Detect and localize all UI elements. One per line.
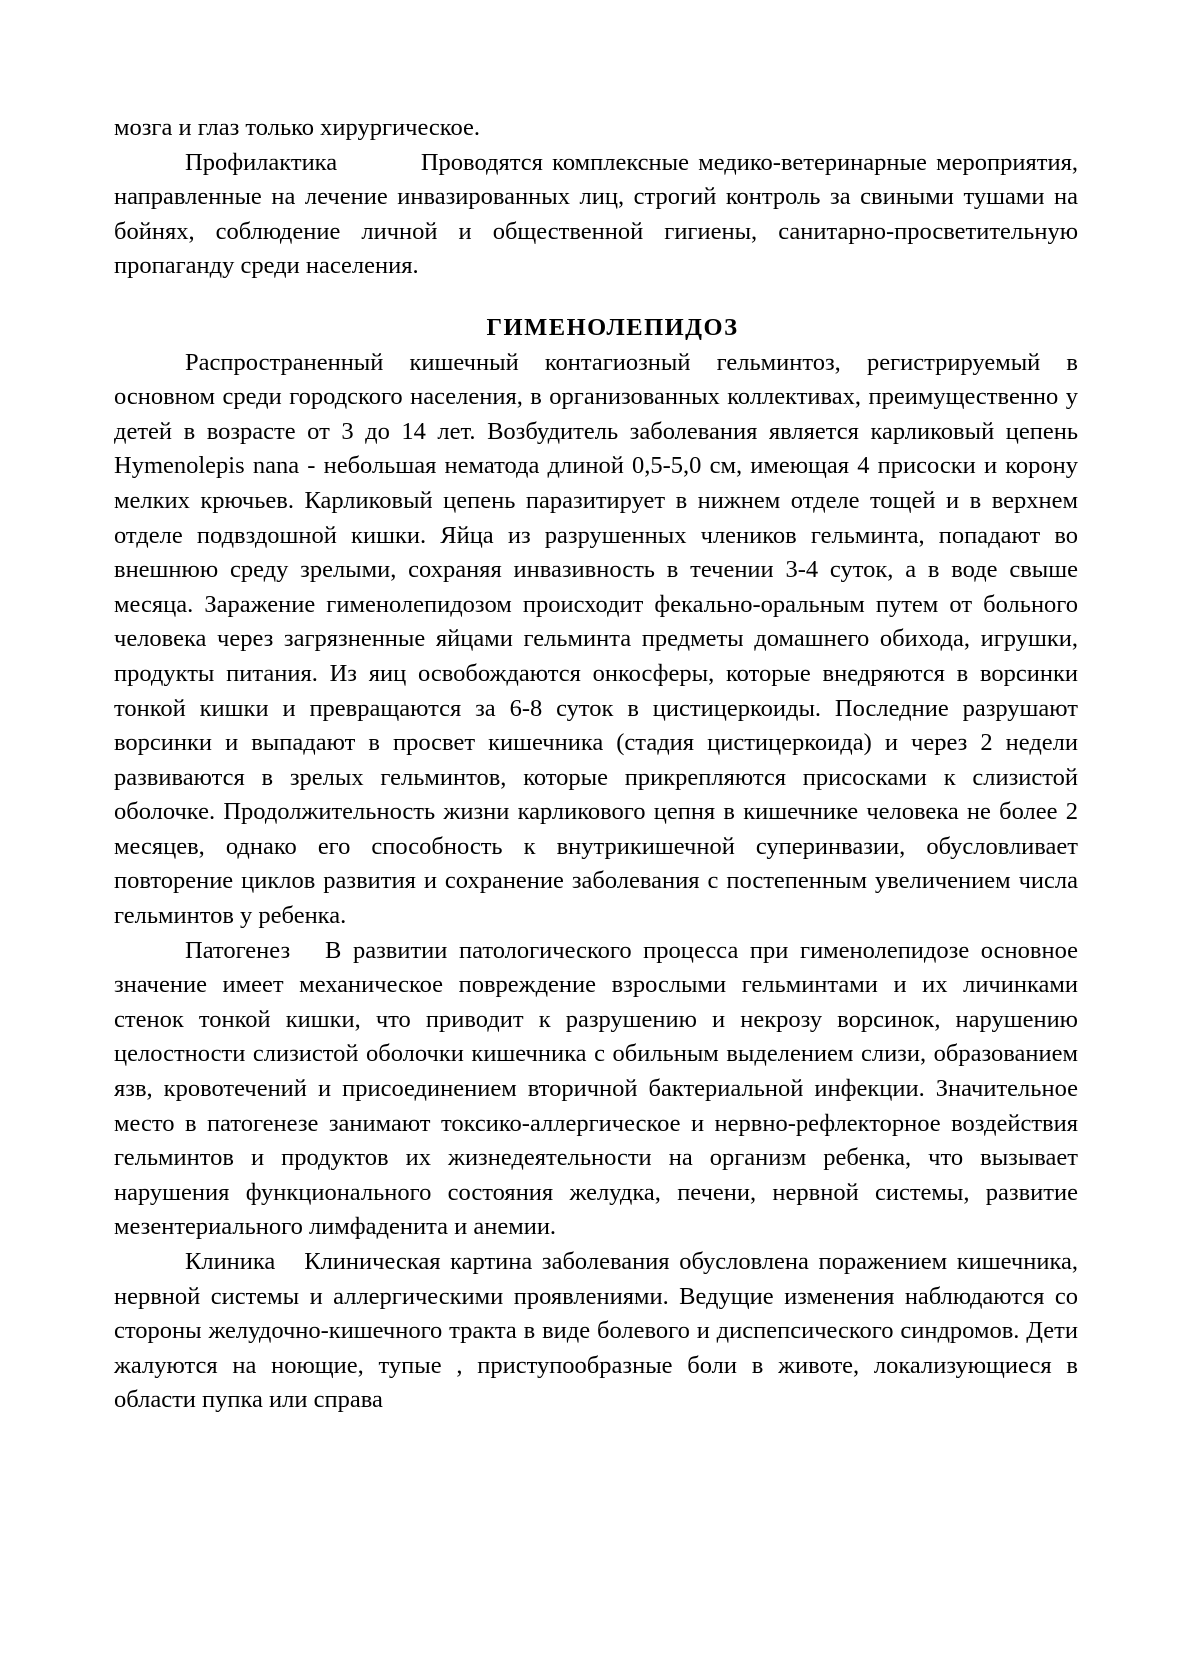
pathogenesis-paragraph	[114, 934, 1078, 1245]
prophylaxis-text: Проводятся комплексные медико-ветеринарные мероприятия, направленные на лечение инвазированных лиц, строгий контроль за свиными тушами на бойнях, соблюдение личной и общественной гигиены, санитарно-просветительную пропаганду среди населения.	[114, 148, 1079, 280]
clinic-lead: Клиника	[185, 1248, 276, 1275]
clinic-paragraph	[114, 1245, 1078, 1418]
pathogenesis-lead: Патогенез	[185, 936, 291, 964]
prophylaxis-paragraph	[114, 146, 1078, 284]
description-paragraph: Распространенный кишечный контагиозный гельминтоз, регистрируемый в основном среди городского населения, в организованных коллективах, преимущественно у детей в возрасте от 3 до 14 лет. Возбудитель заболевания является карликовый цепень Hymenolepis nana - небольшая нематода длиной 0,5-5,0 см, имеющая 4 присоски и корону мелких крючьев. Карликовый цепень паразитирует в нижнем отделе тощей и в верхнем отделе подвздошной кишки. Яйца из разрушенных члеников гельминта, попадают во внешнюю среду зрелыми, сохраняя инвазивность в течении 3-4 суток, а в воде свыше месяца. Заражение гименолепидозом происходит фекально-оральным путем от больного человека через загрязненные яйцами гельминта предметы домашнего обихода, игрушки, продукты питания. Из яиц освобождаются онкосферы, которые внедряются в ворсинки тонкой кишки и превращаются за 6-8 суток в цистицеркоиды. Последние разрушают ворсинки и выпадают в просвет кишечника (стадия цистицеркоида) и через 2 недели развиваются в зрелых гельминтов, которые прикрепляются присосками к слизистой оболочке. Продолжительность жизни карликового цепня в кишечнике человека не более 2 месяцев, однако его способность к внутрикишечной суперинвазии, обусловливает повторение циклов развития и сохранение заболевания с постепенным увеличением числа гельминтов у ребенка.	[114, 348, 1078, 930]
prophylaxis-lead: Профилактика	[185, 148, 338, 176]
clinic-text: Клиническая картина заболевания обусловлена поражением кишечника, нервной системы и аллергическими проявлениями. Ведущие изменения наблюдаются со стороны желудочно-кишечного тракта в виде болевого и диспепсического синдромов. Дети жалуются на ноющие, тупые , приступообразные боли в животе, локализующиеся в области пупка или справа	[114, 1248, 1078, 1414]
intro-fragment: мозга и глаз только хирургическое.	[114, 114, 481, 141]
pathogenesis-text: В развитии патологического процесса при гименолепидозе основное значение имеет механическое повреждение взрослыми гельминтами и их личинками стенок тонкой кишки, что приводит к разрушению и некрозу ворсинок, нарушению целостности слизистой оболочки кишечника с обильным выделением слизи, образованием язв, кровотечений и присоединением вторичной бактериальной инфекции. Значительное место в патогенезе занимают токсико-аллергическое и нервно-рефлекторное воздействия гельминтов и продуктов их жизнедеятельности на организм ребенка, что вызывает нарушения функционального состояния желудка, печени, нервной системы, развитие мезентериального лимфаденита и анемии.	[114, 936, 1079, 1241]
section-title: ГИМЕНОЛЕПИДОЗ	[486, 313, 739, 341]
